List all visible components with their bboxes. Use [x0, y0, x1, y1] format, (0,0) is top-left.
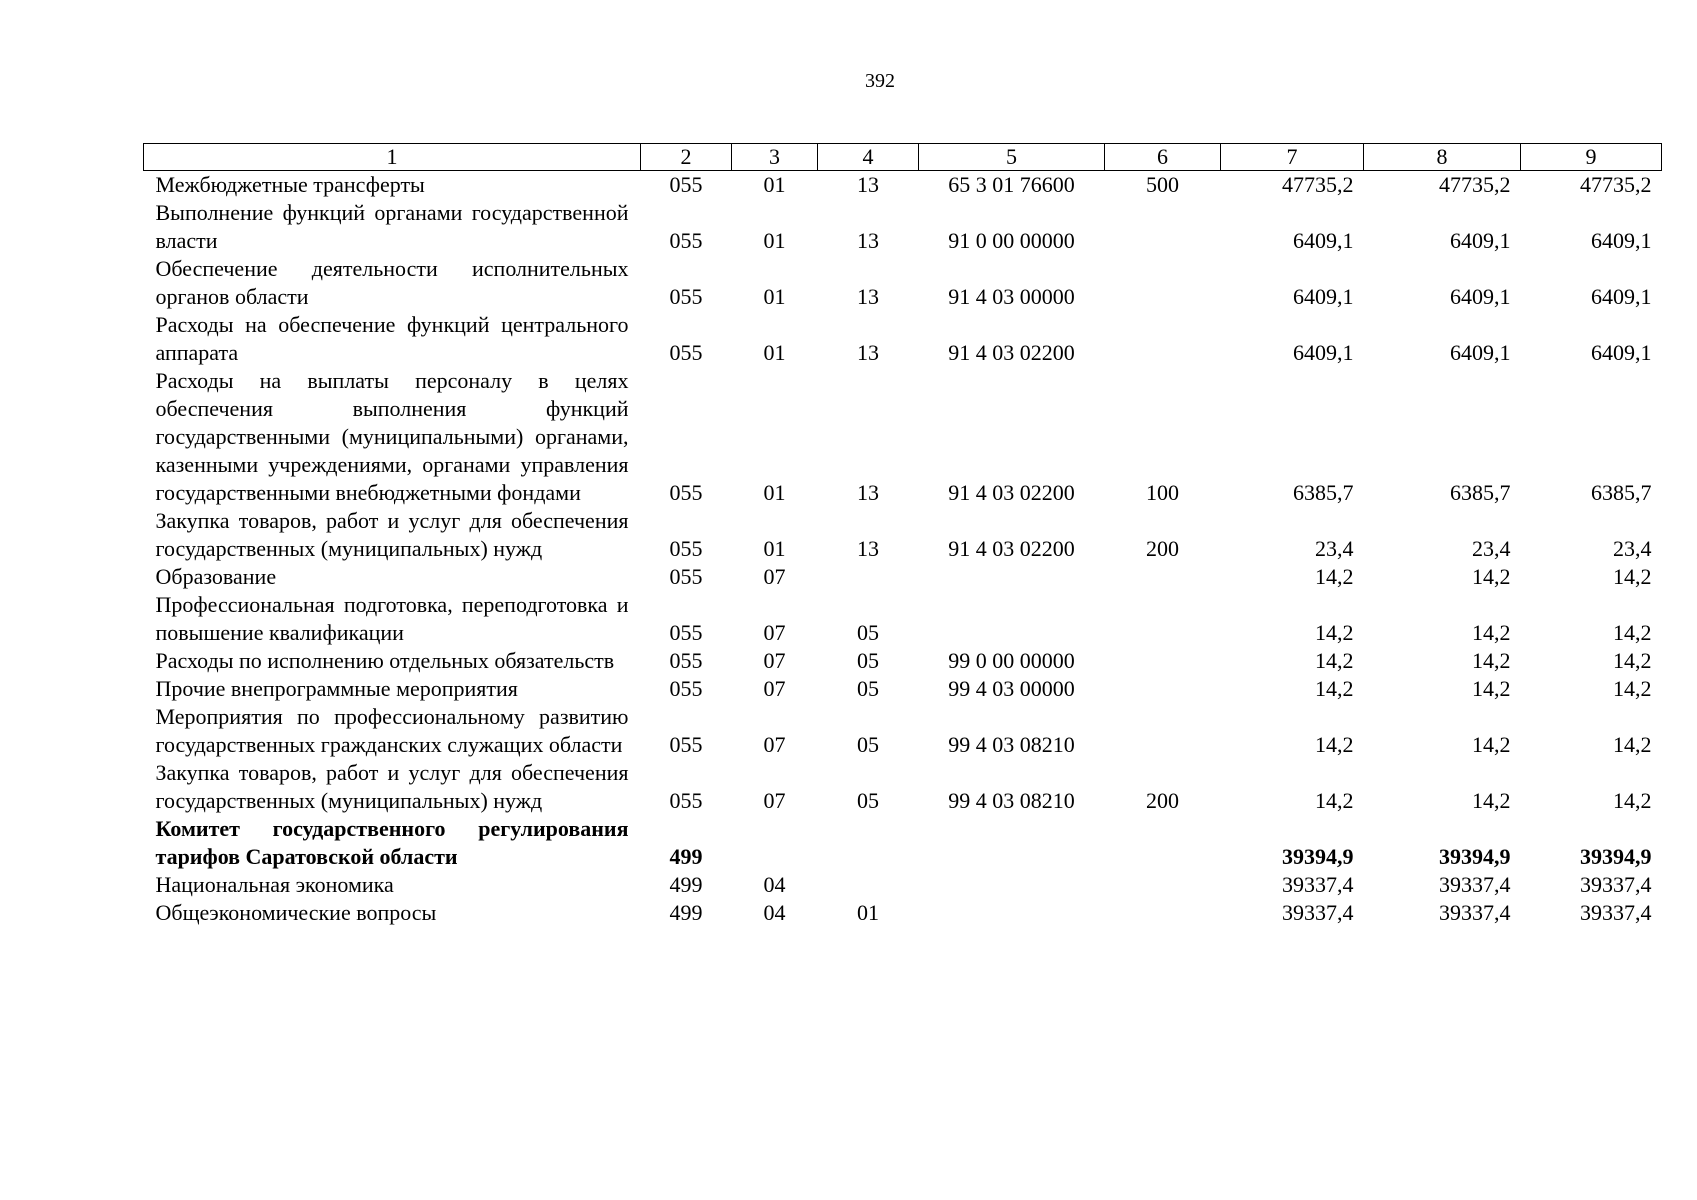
subsection-code-cell: 13	[857, 340, 879, 365]
ministry-code-cell: 499	[669, 872, 703, 897]
amount-cell-col8: 23,4	[1472, 536, 1511, 561]
expense-type-cell: 100	[1146, 480, 1179, 505]
table-row	[144, 199, 1662, 255]
target-article-cell: 91 4 03 02200	[948, 340, 1075, 365]
table-row	[144, 255, 1662, 311]
amount-cell-col8: 39337,4	[1439, 872, 1511, 897]
row-name-cell: Расходы на обеспечение функций центрального аппарата	[155, 312, 629, 365]
column-header: 6	[1105, 144, 1221, 171]
amount-cell-col9: 39337,4	[1580, 872, 1652, 897]
subsection-code-cell: 13	[857, 536, 879, 561]
ministry-code-cell: 055	[669, 536, 703, 561]
table-row	[144, 647, 1662, 675]
table-row	[144, 871, 1662, 899]
table-row	[144, 675, 1662, 703]
section-code-cell: 07	[763, 564, 786, 589]
subsection-code-cell: 13	[857, 480, 879, 505]
row-name-cell: Расходы на выплаты персоналу в целях обеспечения выполнения функций государственными (муниципальными) органами, казенными учреждениями, органами управления государственными внебюджетными фондами	[155, 368, 629, 505]
amount-cell-col8: 14,2	[1472, 732, 1511, 757]
table-row	[144, 815, 1662, 871]
ministry-code-cell: 055	[669, 340, 703, 365]
ministry-code-cell: 499	[669, 844, 703, 869]
subsection-code-cell	[818, 563, 919, 591]
section-code-cell: 01	[763, 536, 786, 561]
amount-cell-col7: 6409,1	[1293, 340, 1354, 365]
section-code-cell: 01	[763, 340, 786, 365]
ministry-code-cell: 055	[669, 620, 703, 645]
row-name-cell: Национальная экономика	[155, 872, 394, 897]
target-article-cell	[919, 563, 1105, 591]
page-number: 392	[865, 70, 895, 92]
amount-cell-col9: 6409,1	[1591, 340, 1652, 365]
target-article-cell	[919, 899, 1105, 927]
amount-cell-col9: 14,2	[1613, 676, 1652, 701]
amount-cell-col7: 6409,1	[1293, 228, 1354, 253]
column-header: 4	[818, 144, 919, 171]
target-article-cell: 99 0 00 00000	[948, 648, 1075, 673]
section-code-cell: 01	[763, 172, 786, 197]
section-code-cell: 07	[763, 732, 786, 757]
amount-cell-col7: 14,2	[1315, 788, 1354, 813]
target-article-cell: 91 4 03 02200	[948, 536, 1075, 561]
section-code-cell: 07	[763, 648, 786, 673]
target-article-cell	[919, 815, 1105, 871]
ministry-code-cell: 055	[669, 676, 703, 701]
amount-cell-col9: 14,2	[1613, 620, 1652, 645]
row-name-cell: Расходы по исполнению отдельных обязательств	[155, 648, 615, 673]
amount-cell-col8: 6385,7	[1450, 480, 1511, 505]
amount-cell-col8: 39394,9	[1439, 844, 1511, 869]
table-row	[144, 171, 1662, 200]
expense-type-cell: 500	[1146, 172, 1179, 197]
amount-cell-col8: 6409,1	[1450, 284, 1511, 309]
subsection-code-cell: 05	[857, 732, 879, 757]
row-name-cell: Прочие внепрограммные мероприятия	[155, 676, 518, 701]
table-row	[144, 703, 1662, 759]
amount-cell-col8: 6409,1	[1450, 340, 1511, 365]
row-name-cell: Межбюджетные трансферты	[155, 172, 425, 197]
amount-cell-col7: 14,2	[1315, 564, 1354, 589]
table-row	[144, 591, 1662, 647]
section-code-cell: 04	[763, 900, 786, 925]
amount-cell-col9: 6385,7	[1591, 480, 1652, 505]
column-header: 8	[1364, 144, 1521, 171]
section-code-cell: 01	[763, 228, 786, 253]
amount-cell-col9: 39337,4	[1580, 900, 1652, 925]
header-row	[144, 144, 1662, 171]
expense-type-cell	[1105, 591, 1221, 647]
section-code-cell: 07	[763, 788, 786, 813]
subsection-code-cell: 13	[857, 228, 879, 253]
amount-cell-col7: 14,2	[1315, 620, 1354, 645]
amount-cell-col8: 39337,4	[1439, 900, 1511, 925]
table-row	[144, 899, 1662, 927]
ministry-code-cell: 055	[669, 284, 703, 309]
amount-cell-col7: 6385,7	[1293, 480, 1354, 505]
expense-type-cell	[1105, 199, 1221, 255]
row-name-cell: Образование	[155, 564, 277, 589]
table-body	[144, 171, 1662, 928]
expense-type-cell	[1105, 675, 1221, 703]
amount-cell-col9: 39394,9	[1580, 844, 1652, 869]
amount-cell-col7: 14,2	[1315, 732, 1354, 757]
target-article-cell: 99 4 03 08210	[948, 732, 1075, 757]
amount-cell-col8: 14,2	[1472, 620, 1511, 645]
row-name-cell: Закупка товаров, работ и услуг для обеспечения государственных (муниципальных) нужд	[155, 760, 629, 813]
row-name-cell: Комитет государственного регулирования тарифов Саратовской области	[155, 816, 629, 869]
amount-cell-col7: 39394,9	[1282, 844, 1354, 869]
column-header: 2	[641, 144, 732, 171]
amount-cell-col8: 47735,2	[1439, 172, 1511, 197]
row-name-cell: Общеэкономические вопросы	[155, 900, 437, 925]
table-header	[144, 144, 1662, 171]
expense-type-cell	[1105, 647, 1221, 675]
amount-cell-col9: 14,2	[1613, 648, 1652, 673]
expense-type-cell	[1105, 871, 1221, 899]
ministry-code-cell: 055	[669, 788, 703, 813]
row-name-cell: Мероприятия по профессиональному развитию государственных гражданских служащих области	[155, 704, 629, 757]
ministry-code-cell: 055	[669, 648, 703, 673]
section-code-cell: 01	[763, 480, 786, 505]
ministry-code-cell: 499	[669, 900, 703, 925]
row-name-cell: Закупка товаров, работ и услуг для обеспечения государственных (муниципальных) нужд	[155, 508, 629, 561]
row-name-cell: Выполнение функций органами государственной власти	[155, 200, 629, 253]
amount-cell-col8: 14,2	[1472, 648, 1511, 673]
subsection-code-cell: 13	[857, 172, 879, 197]
target-article-cell: 99 4 03 00000	[948, 676, 1075, 701]
column-header: 3	[732, 144, 818, 171]
target-article-cell: 91 0 00 00000	[948, 228, 1075, 253]
target-article-cell: 91 4 03 02200	[948, 480, 1075, 505]
ministry-code-cell: 055	[669, 480, 703, 505]
column-header: 9	[1521, 144, 1662, 171]
amount-cell-col9: 6409,1	[1591, 228, 1652, 253]
expense-type-cell	[1105, 899, 1221, 927]
subsection-code-cell: 05	[857, 648, 879, 673]
table-row	[144, 311, 1662, 367]
target-article-cell	[919, 871, 1105, 899]
table-row	[144, 563, 1662, 591]
table-row	[144, 759, 1662, 815]
row-name-cell: Обеспечение деятельности исполнительных органов области	[155, 256, 629, 309]
amount-cell-col7: 39337,4	[1282, 872, 1354, 897]
column-header: 1	[144, 144, 641, 171]
amount-cell-col8: 14,2	[1472, 788, 1511, 813]
amount-cell-col9: 6409,1	[1591, 284, 1652, 309]
amount-cell-col7: 14,2	[1315, 676, 1354, 701]
target-article-cell: 99 4 03 08210	[948, 788, 1075, 813]
expense-type-cell	[1105, 703, 1221, 759]
amount-cell-col8: 14,2	[1472, 676, 1511, 701]
subsection-code-cell: 05	[857, 676, 879, 701]
table-row	[144, 507, 1662, 563]
amount-cell-col7: 23,4	[1315, 536, 1354, 561]
amount-cell-col8: 6409,1	[1450, 228, 1511, 253]
expense-type-cell: 200	[1146, 536, 1179, 561]
amount-cell-col9: 47735,2	[1580, 172, 1652, 197]
target-article-cell: 65 3 01 76600	[948, 172, 1075, 197]
section-code-cell: 04	[763, 872, 786, 897]
subsection-code-cell: 05	[857, 788, 879, 813]
amount-cell-col9: 14,2	[1613, 564, 1652, 589]
amount-cell-col9: 23,4	[1613, 536, 1652, 561]
section-code-cell: 01	[763, 284, 786, 309]
target-article-cell	[919, 591, 1105, 647]
expense-type-cell	[1105, 255, 1221, 311]
table-row	[144, 367, 1662, 507]
subsection-code-cell: 13	[857, 284, 879, 309]
target-article-cell: 91 4 03 00000	[948, 284, 1075, 309]
subsection-code-cell	[818, 815, 919, 871]
column-header: 5	[919, 144, 1105, 171]
ministry-code-cell: 055	[669, 732, 703, 757]
ministry-code-cell: 055	[669, 564, 703, 589]
subsection-code-cell: 01	[857, 900, 879, 925]
ministry-code-cell: 055	[669, 172, 703, 197]
expense-type-cell	[1105, 563, 1221, 591]
amount-cell-col7: 47735,2	[1282, 172, 1354, 197]
amount-cell-col9: 14,2	[1613, 788, 1652, 813]
section-code-cell: 07	[763, 676, 786, 701]
expense-type-cell	[1105, 815, 1221, 871]
ministry-code-cell: 055	[669, 228, 703, 253]
row-name-cell: Профессиональная подготовка, переподготовка и повышение квалификации	[155, 592, 629, 645]
subsection-code-cell: 05	[857, 620, 879, 645]
amount-cell-col7: 14,2	[1315, 648, 1354, 673]
amount-cell-col9: 14,2	[1613, 732, 1652, 757]
section-code-cell: 07	[763, 620, 786, 645]
expense-type-cell: 200	[1146, 788, 1179, 813]
budget-table	[143, 143, 1662, 927]
expense-type-cell	[1105, 311, 1221, 367]
subsection-code-cell	[818, 871, 919, 899]
amount-cell-col8: 14,2	[1472, 564, 1511, 589]
amount-cell-col7: 39337,4	[1282, 900, 1354, 925]
section-code-cell	[732, 815, 818, 871]
column-header: 7	[1221, 144, 1364, 171]
amount-cell-col7: 6409,1	[1293, 284, 1354, 309]
